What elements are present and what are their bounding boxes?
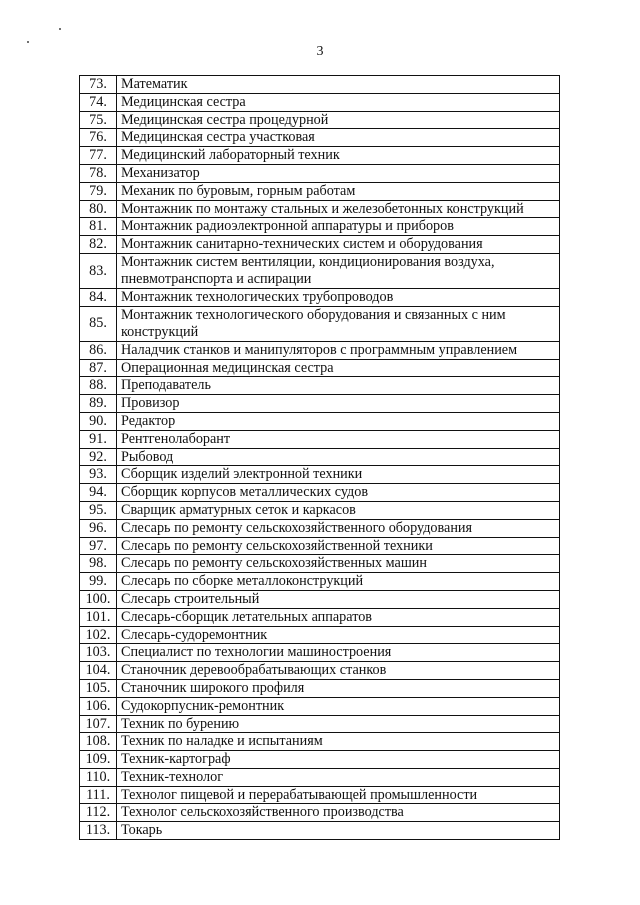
table-row [80, 786, 560, 804]
row-number: 103. [80, 644, 117, 662]
profession-name: Слесарь-сборщик летательных аппаратов [117, 608, 560, 626]
table-row [80, 537, 560, 555]
row-number: 98. [80, 555, 117, 573]
row-number: 96. [80, 519, 117, 537]
profession-name: Механик по буровым, горным работам [117, 182, 560, 200]
row-number: 77. [80, 147, 117, 165]
profession-name: Монтажник систем вентиляции, кондиционирования воздуха, пневмотранспорта и аспирации [117, 253, 560, 288]
profession-name: Слесарь по ремонту сельскохозяйственной техники [117, 537, 560, 555]
table-row [80, 218, 560, 236]
profession-name: Сборщик изделий электронной техники [117, 466, 560, 484]
row-number: 86. [80, 341, 117, 359]
row-number: 112. [80, 804, 117, 822]
row-number: 101. [80, 608, 117, 626]
profession-name: Слесарь строительный [117, 590, 560, 608]
table-row [80, 253, 560, 288]
profession-name: Технолог сельскохозяйственного производства [117, 804, 560, 822]
row-number: 89. [80, 395, 117, 413]
row-number: 97. [80, 537, 117, 555]
profession-name: Преподаватель [117, 377, 560, 395]
page-number: 3 [316, 44, 324, 59]
profession-name: Наладчик станков и манипуляторов с программным управлением [117, 341, 560, 359]
row-number: 108. [80, 733, 117, 751]
table-row [80, 93, 560, 111]
profession-name: Сборщик корпусов металлических судов [117, 484, 560, 502]
table-row [80, 182, 560, 200]
profession-name: Монтажник радиоэлектронной аппаратуры и приборов [117, 218, 560, 236]
profession-name: Слесарь по ремонту сельскохозяйственного оборудования [117, 519, 560, 537]
row-number: 99. [80, 573, 117, 591]
profession-name: Операционная медицинская сестра [117, 359, 560, 377]
profession-name: Медицинская сестра [117, 93, 560, 111]
row-number: 83. [80, 253, 117, 288]
table-row [80, 377, 560, 395]
row-number: 110. [80, 768, 117, 786]
scan-speck [59, 28, 61, 30]
table-row [80, 200, 560, 218]
profession-name: Станочник широкого профиля [117, 679, 560, 697]
table-row [80, 697, 560, 715]
profession-name: Судокорпусник-ремонтник [117, 697, 560, 715]
row-number: 90. [80, 412, 117, 430]
profession-name: Слесарь-судоремонтник [117, 626, 560, 644]
table-row [80, 555, 560, 573]
table-row [80, 590, 560, 608]
table-row [80, 306, 560, 341]
table-row [80, 751, 560, 769]
table-row [80, 448, 560, 466]
table-row [80, 395, 560, 413]
row-number: 111. [80, 786, 117, 804]
table-row [80, 822, 560, 840]
profession-name: Техник по наладке и испытаниям [117, 733, 560, 751]
scan-speck [27, 41, 29, 43]
row-number: 87. [80, 359, 117, 377]
profession-name: Медицинская сестра участковая [117, 129, 560, 147]
row-number: 76. [80, 129, 117, 147]
professions-table [79, 75, 560, 840]
profession-name: Монтажник технологического оборудования и связанных с ним конструкций [117, 306, 560, 341]
row-number: 93. [80, 466, 117, 484]
table-row [80, 573, 560, 591]
profession-name: Рыбовод [117, 448, 560, 466]
table-row [80, 608, 560, 626]
profession-name: Станочник деревообрабатывающих станков [117, 662, 560, 680]
row-number: 88. [80, 377, 117, 395]
profession-name: Техник-картограф [117, 751, 560, 769]
row-number: 104. [80, 662, 117, 680]
table-row [80, 412, 560, 430]
profession-name: Медицинский лабораторный техник [117, 147, 560, 165]
profession-name: Механизатор [117, 164, 560, 182]
table-row [80, 626, 560, 644]
profession-name: Технолог пищевой и перерабатывающей промышленности [117, 786, 560, 804]
table-row [80, 519, 560, 537]
row-number: 78. [80, 164, 117, 182]
table-row [80, 236, 560, 254]
profession-name: Токарь [117, 822, 560, 840]
table-row [80, 466, 560, 484]
row-number: 73. [80, 76, 117, 94]
row-number: 102. [80, 626, 117, 644]
profession-name: Специалист по технологии машиностроения [117, 644, 560, 662]
table-row [80, 164, 560, 182]
row-number: 106. [80, 697, 117, 715]
profession-name: Математик [117, 76, 560, 94]
table-row [80, 341, 560, 359]
row-number: 105. [80, 679, 117, 697]
profession-name: Провизор [117, 395, 560, 413]
row-number: 79. [80, 182, 117, 200]
profession-name: Техник по бурению [117, 715, 560, 733]
row-number: 82. [80, 236, 117, 254]
table-row [80, 501, 560, 519]
profession-name: Монтажник по монтажу стальных и железобетонных конструкций [117, 200, 560, 218]
table-row [80, 359, 560, 377]
table-row [80, 768, 560, 786]
row-number: 95. [80, 501, 117, 519]
table-row [80, 76, 560, 94]
row-number: 94. [80, 484, 117, 502]
table-row [80, 288, 560, 306]
table-row [80, 129, 560, 147]
table-row [80, 111, 560, 129]
profession-name: Слесарь по ремонту сельскохозяйственных машин [117, 555, 560, 573]
row-number: 100. [80, 590, 117, 608]
table-row [80, 715, 560, 733]
profession-name: Рентгенолаборант [117, 430, 560, 448]
table-row [80, 804, 560, 822]
row-number: 80. [80, 200, 117, 218]
professions-table-body [80, 76, 560, 840]
profession-name: Медицинская сестра процедурной [117, 111, 560, 129]
row-number: 109. [80, 751, 117, 769]
row-number: 85. [80, 306, 117, 341]
row-number: 84. [80, 288, 117, 306]
row-number: 107. [80, 715, 117, 733]
profession-name: Техник-технолог [117, 768, 560, 786]
profession-name: Сварщик арматурных сеток и каркасов [117, 501, 560, 519]
profession-name: Редактор [117, 412, 560, 430]
row-number: 91. [80, 430, 117, 448]
row-number: 74. [80, 93, 117, 111]
row-number: 92. [80, 448, 117, 466]
profession-name: Монтажник технологических трубопроводов [117, 288, 560, 306]
profession-name: Слесарь по сборке металлоконструкций [117, 573, 560, 591]
profession-name: Монтажник санитарно-технических систем и оборудования [117, 236, 560, 254]
table-row [80, 430, 560, 448]
row-number: 75. [80, 111, 117, 129]
row-number: 81. [80, 218, 117, 236]
table-row [80, 644, 560, 662]
table-row [80, 662, 560, 680]
table-row [80, 733, 560, 751]
table-row [80, 147, 560, 165]
table-row [80, 679, 560, 697]
table-row [80, 484, 560, 502]
row-number: 113. [80, 822, 117, 840]
